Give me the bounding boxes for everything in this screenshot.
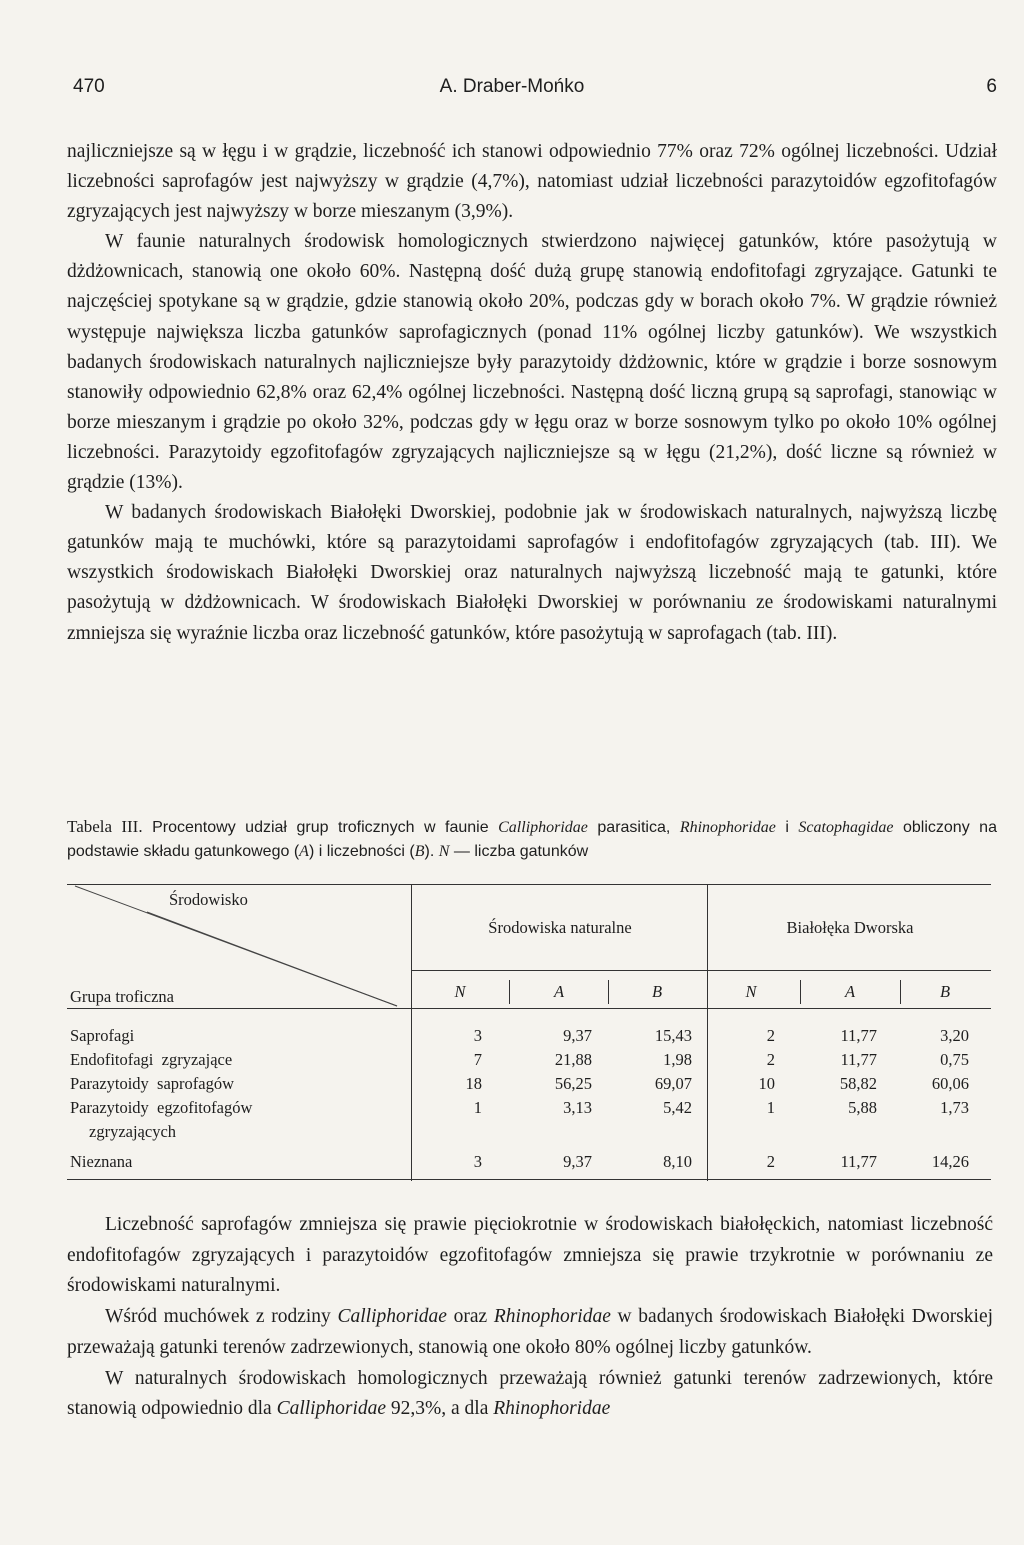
caption-text: — liczba gatunków [453, 843, 589, 860]
row-label: Endofitofagi zgryzające [70, 1050, 233, 1069]
row-label: Saprofagi [70, 1026, 135, 1045]
table-cell: 0,75 [940, 1050, 969, 1069]
paragraph-text: 92,3%, a dla [390, 1398, 489, 1420]
subheader-a: A [844, 982, 856, 1001]
caption-symbol: N [438, 843, 450, 860]
caption-symbol: A [299, 843, 309, 860]
table-cell: 11,77 [840, 1050, 877, 1069]
table-cell: 14,26 [931, 1152, 969, 1171]
paragraph-text: oraz [453, 1306, 488, 1328]
table-cell: 11,77 [840, 1026, 877, 1045]
row-label: Parazytoidy saprofagów [70, 1074, 235, 1093]
table-cell: 3 [473, 1152, 482, 1171]
table-cell: 10 [758, 1074, 775, 1093]
body-text-bottom [67, 1210, 993, 1425]
table-cell: 1 [766, 1098, 775, 1117]
table-cell: 18 [465, 1074, 482, 1093]
table-cell: 56,25 [554, 1074, 592, 1093]
table-cell: 2 [766, 1050, 775, 1069]
caption-taxon: Calliphoridae [498, 819, 588, 836]
taxon-name: Rhinophoridae [493, 1398, 611, 1420]
row-label-continuation: zgryzających [89, 1122, 177, 1141]
section-number: 6 [986, 76, 997, 97]
running-author: A. Draber-Mońko [439, 76, 585, 97]
subheader-divider [509, 980, 510, 1004]
taxon-name: Calliphoridae [337, 1306, 447, 1328]
caption-text: i [785, 819, 789, 836]
subheader-n: N [745, 982, 757, 1001]
subheader-divider [900, 980, 901, 1004]
table-cell: 5,88 [848, 1098, 877, 1117]
paragraph [67, 1364, 993, 1425]
running-header [0, 76, 1024, 102]
caption-text: Procentowy udział grup troficznych w faunie [152, 819, 489, 836]
caption-text: ). [424, 843, 435, 860]
page-number: 470 [73, 76, 105, 97]
paragraph-text: W naturalnych środowiskach homologicznych przeważają również gatunki terenów zadrzewionych, które stanowią odpowiednio dla [67, 1367, 993, 1420]
subheader-n: N [454, 982, 466, 1001]
paragraph-text: Wśród muchówek z rodziny [105, 1306, 331, 1328]
subheader-divider [608, 980, 609, 1004]
corner-header-environment: Środowisko [169, 890, 248, 909]
body-text-top [67, 137, 997, 649]
group-header-bialoleka: Białołęka Dworska [786, 918, 914, 937]
table-label: Tabela III. [67, 817, 143, 836]
taxon-name: Calliphoridae [276, 1398, 387, 1420]
table-cell: 9,37 [563, 1026, 592, 1045]
paragraph: W badanych środowiskach Białołęki Dworskiej, podobnie jak w środowiskach naturalnych, najwyższą liczbę gatunków mają te muchówki, które są parazytoidami saprofagów i endofitofagów zgryzających (tab. III). We wszystkich środowiskach Białołęki Dworskiej oraz naturalnych najwyższą liczebność mają te gatunki, które pasożytują w dżdżownicach. W środowiskach Białołęki Dworskiej w porównaniu ze środowiskami naturalnymi zmniejsza się wyraźnie liczba oraz liczebność gatunków, które pasożytują w saprofagach (tab. III). [67, 502, 997, 644]
table-cell: 1,98 [663, 1050, 692, 1069]
caption-taxon: Rhinophoridae [679, 819, 776, 836]
paragraph-text: w badanych środowiskach Białołęki Dworskiej przeważają gatunki terenów zadrzewionych, stanowią one około 80% ogólnej liczby gatunków. [67, 1306, 994, 1358]
table-cell: 2 [766, 1152, 775, 1171]
paragraph [67, 1302, 993, 1363]
table-cell: 15,43 [654, 1026, 692, 1045]
table-caption [67, 815, 997, 864]
table-cell: 1,73 [940, 1098, 969, 1117]
paragraph: Liczebność saprofagów zmniejsza się prawie pięciokrotnie w środowiskach białołęckich, natomiast liczebność endofitofagów zgryzających i parazytoidów egzofitofagów zmniejsza się prawie trzykrotnie w porównaniu ze środowiskami naturalnymi. [67, 1214, 993, 1297]
table-cell: 60,06 [931, 1074, 969, 1093]
table-bottom-rule [67, 1179, 991, 1180]
subheader-b: B [651, 982, 663, 1001]
table-cell: 7 [473, 1050, 482, 1069]
group-header-natural: Środowiska naturalne [488, 918, 632, 937]
caption-symbol: B [414, 843, 425, 860]
table-cell: 1 [473, 1098, 482, 1117]
table-cell: 11,77 [840, 1152, 877, 1171]
table-cell: 9,37 [563, 1152, 592, 1171]
table-cell: 5,42 [663, 1098, 692, 1117]
subheader-divider [800, 980, 801, 1004]
caption-taxon: Scatophagidae [798, 819, 894, 836]
table-cell: 69,07 [654, 1074, 692, 1093]
taxon-name: Rhinophoridae [493, 1306, 611, 1328]
table-cell: 3,13 [563, 1098, 592, 1117]
row-label: Parazytoidy egzofitofagów [70, 1098, 253, 1117]
table-cell: 3,20 [940, 1026, 969, 1045]
table-cell: 21,88 [554, 1050, 592, 1069]
subheader-a: A [553, 982, 565, 1001]
caption-text: parasitica, [597, 819, 671, 836]
paragraph: W faunie naturalnych środowisk homologicznych stwierdzono najwięcej gatunków, które pasożytują w dżdżownicach, stanowią one około 60%. Następną dość dużą grupę stanowią endofitofagi zgryzające. Gatunki te najczęściej spotykane są w grądzie, gdzie stanowią około 20%, podczas gdy w borach około 7%. W grądzie również występuje największa liczba gatunków saprofagicznych (ponad 11% ogólnej liczby gatunków). We wszystkich badanych środowiskach naturalnych najliczniejsze były parazytoidy dżdżownic, które w grądzie i borze sosnowym stanowiły odpowiednio 62,8% oraz 62,4% ogólnej liczebności. Następną dość liczną grupą są saprofagi, stanowiąc w borze mieszanym i grądzie po około 32%, podczas gdy w łęgu oraz w borze sosnowym tylko po około 10% ogólnej liczebności. Parazytoidy egzofitofagów zgryzających najliczniejsze są w łęgu (21,2%), dość liczne są również w grądzie (13%). [67, 231, 997, 494]
paragraph: najliczniejsze są w łęgu i w grądzie, liczebność ich stanowi odpowiednio 77% oraz 72% ogólnej liczebności. Udział liczebności saprofagów jest najwyższy w grądzie (4,7%), natomiast udział liczebności parazytoidów egzofitofagów zgryzających jest najwyższy w borze mieszanym (3,9%). [67, 141, 997, 223]
row-label: Nieznana [70, 1152, 133, 1171]
table-cell: 2 [766, 1026, 775, 1045]
subheader-b: B [939, 982, 951, 1001]
caption-text: ) i liczebności ( [308, 843, 415, 860]
corner-header-group: Grupa troficzna [70, 987, 174, 1006]
header-bottom-rule [67, 1008, 991, 1009]
subheader-rule [411, 970, 991, 971]
caption-text: obliczony na podstawie składu gatunkowego ( [67, 819, 997, 860]
table-cell: 3 [473, 1026, 482, 1045]
table-cell: 58,82 [839, 1074, 877, 1093]
trophic-groups-table [67, 884, 991, 1184]
table-cell: 8,10 [663, 1152, 692, 1171]
